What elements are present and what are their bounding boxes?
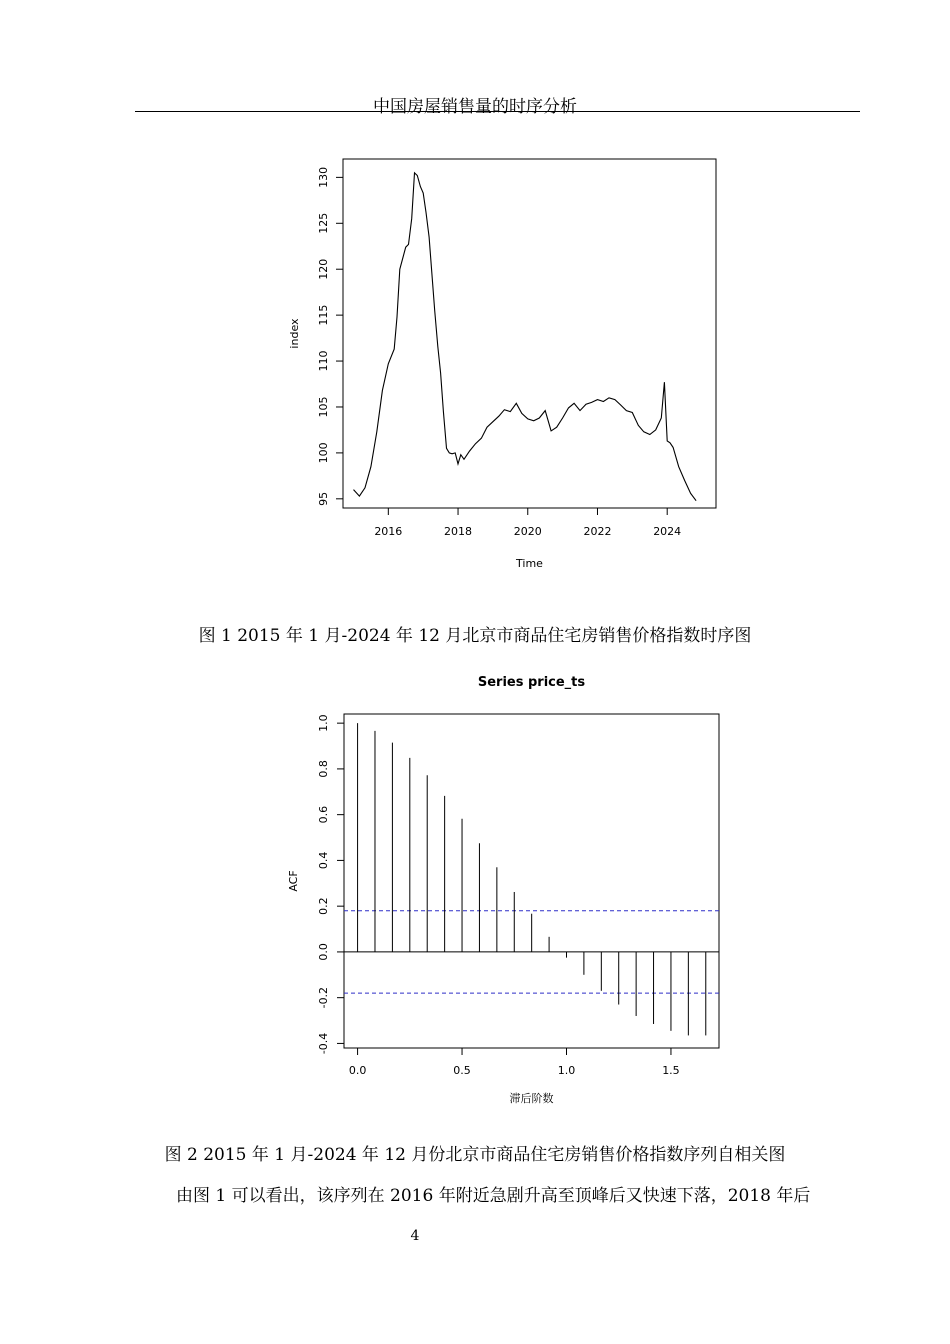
body-paragraph: 由图 1 可以看出，该序列在 2016 年附近急剧升高至顶峰后又快速下落，2018 年后 [176,1186,811,1206]
y-tick-label: -0.2 [317,986,330,1009]
x-tick-label: 0.5 [453,1064,471,1077]
x-tick-label: 2016 [374,525,403,538]
y-tick-label: 0.8 [317,760,330,778]
page-number: 4 [410,1228,420,1244]
y-tick-label: 0.2 [317,897,330,915]
acf-chart [270,665,740,1115]
x-axis-label: Time [516,557,543,570]
y-tick-label: 120 [317,258,330,280]
x-axis-label: 滞后阶数 [509,1092,554,1105]
y-axis-label: ACF [287,870,300,892]
y-tick-label: 0.4 [317,851,330,870]
y-tick-label: 110 [317,350,330,372]
time-series-chart [270,140,740,590]
figure1-caption: 图 1 2015 年 1 月-2024 年 12 月北京市商品住宅房销售价格指数时序图 [198,626,752,646]
y-tick-label: 1.0 [317,714,330,732]
y-tick-label: -0.4 [317,1032,330,1055]
y-tick-label: 125 [317,212,330,234]
chart-title: Series price_ts [477,675,586,690]
x-tick-label: 2020 [513,525,542,538]
y-tick-label: 130 [317,166,330,188]
x-tick-label: 2024 [653,525,682,538]
running-header: 中国房屋销售量的时序分析 [373,97,577,117]
x-tick-label: 1.5 [662,1064,680,1077]
figure2-caption: 图 2 2015 年 1 月-2024 年 12 月份北京市商品住宅房销售价格指数序列自相关图 [164,1145,786,1165]
index-series-line [354,173,697,501]
header-rule [135,111,860,112]
x-tick-label: 2018 [444,525,473,538]
plot-frame [344,714,719,1048]
y-tick-label: 100 [317,442,330,464]
y-tick-label: 0.6 [317,805,330,824]
y-tick-label: 105 [317,396,330,418]
y-tick-label: 115 [317,304,330,326]
plot-frame [343,159,716,508]
y-tick-label: 0.0 [317,943,330,961]
x-tick-label: 2022 [583,525,612,538]
y-tick-label: 95 [317,491,330,506]
y-axis-label: index [288,318,301,349]
x-tick-label: 0.0 [348,1064,367,1077]
x-tick-label: 1.0 [557,1064,576,1077]
